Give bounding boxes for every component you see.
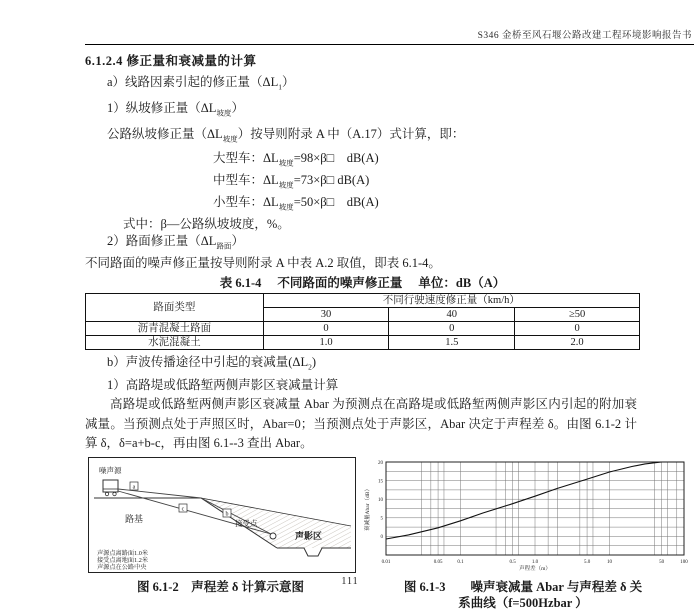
formula-intro-close: ）按导则附录 A 中（A.17）式计算，即：	[237, 126, 465, 141]
line-formula-intro	[107, 124, 694, 150]
figures-row	[85, 457, 694, 575]
figure1-caption-label: 图 6.1-2	[137, 579, 179, 594]
sound-shadow-area	[201, 498, 351, 548]
svg-text:5.0: 5.0	[583, 559, 591, 565]
table-title	[85, 275, 640, 291]
svg-text:0.05: 0.05	[433, 559, 443, 565]
report-title: S346 金桥至风石堰公路改建工程环境影响报告书	[477, 31, 692, 41]
line-item-b	[107, 353, 694, 377]
formula-intro-text: 公路纵坡修正量（ΔL	[107, 126, 223, 141]
svg-text:0.01: 0.01	[381, 559, 391, 565]
svg-text:c: c	[181, 506, 185, 512]
formula-text: 小型车：ΔL	[213, 194, 279, 209]
roadbed-label: 路基	[125, 513, 144, 524]
svg-text:b: b	[225, 511, 229, 517]
line-item-b-close: )	[311, 354, 317, 369]
row-value: 1.0	[263, 335, 389, 349]
svg-text:1.0: 1.0	[531, 559, 539, 565]
svg-text:0.5: 0.5	[509, 559, 516, 565]
svg-text:a: a	[132, 484, 136, 490]
subscript: 坡度	[216, 108, 232, 117]
formula-large-vehicle	[213, 150, 694, 172]
subscript: 坡度	[278, 158, 294, 167]
svg-text:10: 10	[378, 497, 383, 503]
figure1-caption-text: 声程差 δ 计算示意图	[191, 579, 304, 594]
speed-40: 40	[389, 307, 515, 321]
speed-50: ≥50	[515, 307, 640, 321]
svg-text:15: 15	[378, 478, 383, 484]
subscript: 坡度	[278, 180, 294, 189]
speed-30: 30	[263, 307, 389, 321]
diagram-note-2: 接受点离地面1.2米	[97, 556, 149, 564]
label-c-box	[179, 504, 187, 513]
ground-line	[277, 548, 351, 556]
figure2-caption-line1: 图 6.1-3 噪声衰减量 Abar 与声程差 δ 关	[403, 579, 643, 594]
row-type: 沥青混凝土路面	[86, 321, 264, 335]
figure2-caption-line2: 系曲线（f=500Hzbar ）	[458, 595, 588, 610]
table-title-text: 不同路面的噪声修正量	[277, 275, 403, 290]
subscript: 坡度	[222, 134, 238, 143]
svg-text:0: 0	[380, 534, 383, 540]
receiver-label: 接受点	[235, 518, 258, 528]
line-item-a-text: a）线路因素引起的修正量（ΔL	[107, 74, 279, 89]
line-item-2	[107, 233, 694, 255]
line-item-a-close: ）	[281, 74, 295, 89]
row-value: 0	[263, 321, 389, 335]
document-content	[0, 45, 700, 611]
svg-text:声程差（m）: 声程差（m）	[519, 565, 551, 572]
label-b-box	[223, 509, 231, 518]
figure-path-difference-diagram	[88, 457, 356, 573]
formula-expr: =73×β□ dB(A)	[293, 172, 370, 187]
line-item-a	[107, 72, 694, 98]
line-table-intro: 不同路面的噪声修正量按导则附录 A 中表 A.2 取值，即表 6.1-4。	[85, 256, 441, 270]
line-item-2-text: 2）路面修正量（ΔL	[107, 234, 217, 248]
page-header	[0, 0, 700, 41]
formula-text: 中型车：ΔL	[213, 172, 279, 187]
subscript: 坡度	[278, 202, 294, 211]
subscript: 1	[278, 82, 282, 91]
diagram-svg	[89, 458, 355, 572]
line-item-b-text: b）声波传播途径中引起的衰减量(ΔL	[107, 354, 309, 369]
section-heading: 6.1.2.4 修正量和衰减量的计算	[85, 54, 257, 68]
noise-source-truck-icon	[103, 480, 118, 496]
line-beta-definition: 式中：β—公路纵坡坡度，%。	[123, 216, 290, 231]
svg-text:10: 10	[607, 559, 612, 565]
formula-expr: =98×β□ dB(A)	[293, 150, 379, 165]
diagram-note-1: 声源点离路面1.0米	[97, 549, 149, 557]
subscript: 2	[308, 362, 312, 371]
table-row	[86, 321, 640, 335]
row-value: 0	[389, 321, 515, 335]
svg-text:20: 20	[378, 460, 383, 466]
table-title-unit: 单位：dB（A）	[418, 275, 506, 290]
figure-attenuation-chart	[362, 457, 690, 575]
formula-small-vehicle	[213, 194, 694, 216]
road-surface-correction-table	[85, 293, 640, 350]
row-value: 0	[515, 321, 640, 335]
table-row	[86, 335, 640, 349]
formula-expr: =50×β□ dB(A)	[293, 194, 379, 209]
line-item-1	[107, 98, 694, 124]
svg-text:5: 5	[380, 516, 383, 522]
line-item-2-close: ）	[231, 234, 244, 248]
table-title-label: 表 6.1-4	[219, 275, 262, 290]
ray-a-line	[118, 489, 201, 498]
shadow-zone-label: 声影区	[295, 530, 323, 541]
line-item-1-close: ）	[231, 100, 244, 115]
label-a-box	[130, 482, 138, 491]
svg-text:100: 100	[680, 559, 688, 565]
attenuation-chart-svg	[362, 457, 690, 575]
attenuation-paragraph: 高路堤或低路堑两侧声影区衰减量 Abar 为预测点在高路堤或低路堑两侧声影区内引起的附加衰减量。当预测点处于声照区时，Abar=0；当预测点处于声影区，Abar 决定于声程差 δ。由图 6.1-2 计算 δ，δ=a+b-c，再由图 6.1--3 查出 Abar。	[85, 397, 637, 450]
noise-source-label: 噪声源	[99, 465, 122, 475]
row-type: 水泥混凝土	[86, 335, 264, 349]
svg-text:50: 50	[659, 559, 665, 565]
diagram-note-3: 声源点在公路中央	[97, 563, 147, 571]
header-road-type: 路面类型	[86, 293, 264, 321]
receiver-point	[270, 533, 276, 539]
formula-medium-vehicle	[213, 172, 694, 194]
subscript: 路面	[216, 241, 232, 251]
line-item-1-text: 1）纵坡修正量（ΔL	[107, 100, 217, 115]
line-item-b1: 1）高路堤或低路堑两侧声影区衰减量计算	[107, 378, 339, 392]
header-speed-group: 不同行驶速度修正量（km/h）	[263, 293, 639, 307]
formula-text: 大型车：ΔL	[213, 150, 279, 165]
svg-text:衰减量Abar（dB）: 衰减量Abar（dB）	[365, 485, 371, 531]
page-number: 111	[341, 576, 359, 587]
svg-text:0.1: 0.1	[457, 559, 464, 565]
row-value: 1.5	[389, 335, 515, 349]
row-value: 2.0	[515, 335, 640, 349]
table-header-row	[86, 293, 640, 307]
